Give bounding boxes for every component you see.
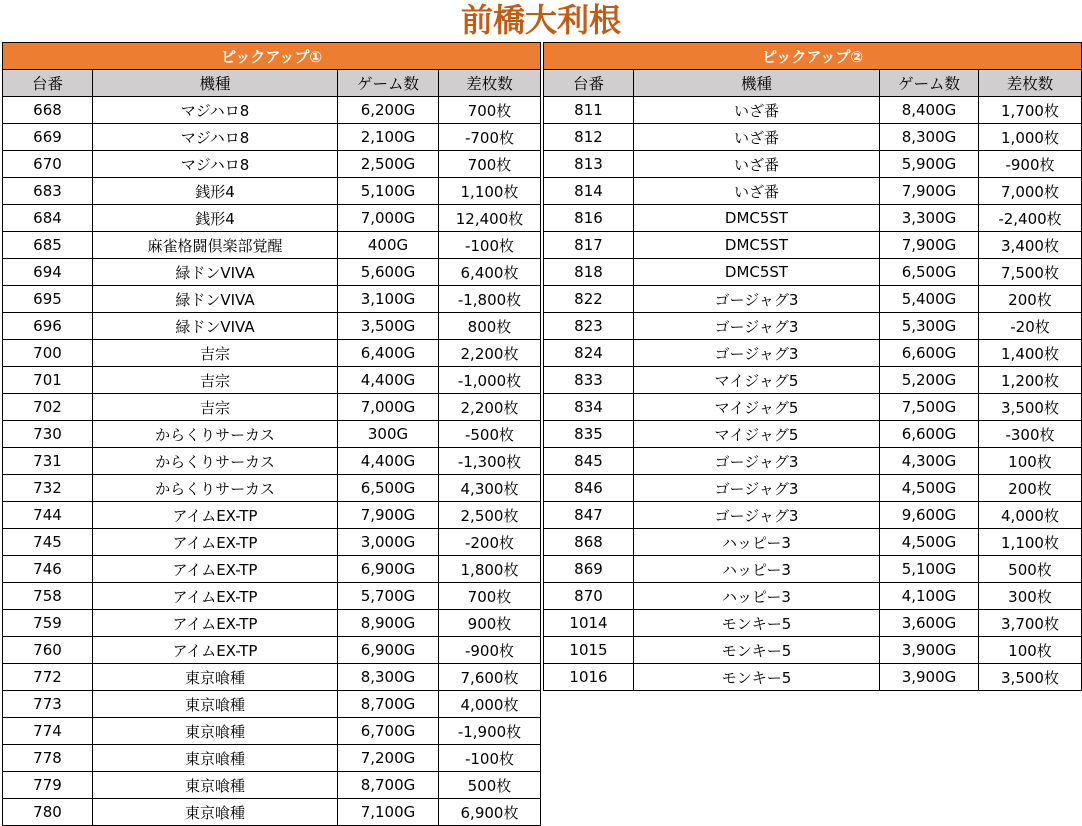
cell-machine-model: マジハロ8 bbox=[93, 151, 338, 178]
cell-machine-model: いざ番 bbox=[634, 151, 880, 178]
cell-machine-number: 670 bbox=[3, 151, 93, 178]
cell-game-count: 8,300G bbox=[338, 664, 439, 691]
cell-machine-model: アイムEX-TP bbox=[93, 556, 338, 583]
cell-machine-number: 779 bbox=[3, 772, 93, 799]
cell-game-count: 7,100G bbox=[338, 799, 439, 826]
cell-machine-model: ゴージャグ3 bbox=[634, 475, 880, 502]
cell-game-count: 6,200G bbox=[338, 97, 439, 124]
table-row bbox=[544, 421, 1082, 448]
cell-machine-number: 835 bbox=[544, 421, 634, 448]
cell-machine-number: 684 bbox=[3, 205, 93, 232]
cell-coin-difference: 100枚 bbox=[979, 637, 1082, 664]
table-row bbox=[544, 232, 1082, 259]
cell-machine-number: 1014 bbox=[544, 610, 634, 637]
cell-machine-model: いざ番 bbox=[634, 124, 880, 151]
cell-machine-number: 758 bbox=[3, 583, 93, 610]
cell-coin-difference: 1,400枚 bbox=[979, 340, 1082, 367]
cell-machine-number: 746 bbox=[3, 556, 93, 583]
cell-machine-model: 吉宗 bbox=[93, 367, 338, 394]
cell-machine-model: ハッピー3 bbox=[634, 529, 880, 556]
cell-machine-number: 869 bbox=[544, 556, 634, 583]
cell-coin-difference: 1,800枚 bbox=[439, 556, 541, 583]
pickup-table-1 bbox=[2, 42, 541, 826]
cell-machine-number: 731 bbox=[3, 448, 93, 475]
cell-game-count: 7,500G bbox=[880, 394, 979, 421]
cell-coin-difference: -20枚 bbox=[979, 313, 1082, 340]
cell-machine-model: ハッピー3 bbox=[634, 556, 880, 583]
table-row bbox=[3, 610, 541, 637]
cell-machine-model: ハッピー3 bbox=[634, 583, 880, 610]
cell-coin-difference: 1,100枚 bbox=[979, 529, 1082, 556]
cell-machine-model: 東京喰種 bbox=[93, 718, 338, 745]
cell-machine-number: 730 bbox=[3, 421, 93, 448]
cell-machine-number: 780 bbox=[3, 799, 93, 826]
cell-coin-difference: 500枚 bbox=[439, 772, 541, 799]
cell-machine-model: マジハロ8 bbox=[93, 124, 338, 151]
cell-game-count: 3,300G bbox=[880, 205, 979, 232]
cell-game-count: 2,500G bbox=[338, 151, 439, 178]
table-row bbox=[544, 313, 1082, 340]
cell-game-count: 5,100G bbox=[880, 556, 979, 583]
cell-coin-difference: -100枚 bbox=[439, 232, 541, 259]
cell-machine-number: 813 bbox=[544, 151, 634, 178]
cell-game-count: 4,500G bbox=[880, 475, 979, 502]
table-row bbox=[544, 448, 1082, 475]
cell-machine-number: 822 bbox=[544, 286, 634, 313]
cell-coin-difference: 700枚 bbox=[439, 583, 541, 610]
column-header-machine-model: 機種 bbox=[93, 70, 338, 97]
cell-coin-difference: 7,000枚 bbox=[979, 178, 1082, 205]
cell-machine-number: 696 bbox=[3, 313, 93, 340]
column-header-coin-difference: 差枚数 bbox=[979, 70, 1082, 97]
cell-machine-model: モンキー5 bbox=[634, 637, 880, 664]
cell-machine-number: 834 bbox=[544, 394, 634, 421]
column-header-game-count: ゲーム数 bbox=[338, 70, 439, 97]
cell-game-count: 4,400G bbox=[338, 367, 439, 394]
cell-game-count: 8,700G bbox=[338, 772, 439, 799]
cell-game-count: 4,100G bbox=[880, 583, 979, 610]
table-row bbox=[544, 286, 1082, 313]
table-row bbox=[3, 394, 541, 421]
table-row bbox=[3, 448, 541, 475]
column-header-coin-difference: 差枚数 bbox=[439, 70, 541, 97]
table-row bbox=[544, 367, 1082, 394]
cell-machine-model: ゴージャグ3 bbox=[634, 286, 880, 313]
cell-game-count: 7,900G bbox=[338, 502, 439, 529]
cell-machine-number: 1015 bbox=[544, 637, 634, 664]
cell-machine-model: モンキー5 bbox=[634, 610, 880, 637]
cell-game-count: 9,600G bbox=[880, 502, 979, 529]
cell-coin-difference: 1,100枚 bbox=[439, 178, 541, 205]
cell-machine-model: 銭形4 bbox=[93, 178, 338, 205]
cell-game-count: 4,500G bbox=[880, 529, 979, 556]
cell-machine-model: いざ番 bbox=[634, 97, 880, 124]
cell-machine-model: ゴージャグ3 bbox=[634, 502, 880, 529]
table-row bbox=[544, 664, 1082, 691]
cell-machine-number: 668 bbox=[3, 97, 93, 124]
cell-machine-number: 760 bbox=[3, 637, 93, 664]
cell-machine-number: 823 bbox=[544, 313, 634, 340]
cell-machine-model: 吉宗 bbox=[93, 340, 338, 367]
cell-machine-model: DMC5ST bbox=[634, 259, 880, 286]
cell-game-count: 6,500G bbox=[880, 259, 979, 286]
table-row bbox=[544, 475, 1082, 502]
cell-machine-number: 812 bbox=[544, 124, 634, 151]
cell-coin-difference: -100枚 bbox=[439, 745, 541, 772]
table-row bbox=[544, 178, 1082, 205]
table-row bbox=[3, 772, 541, 799]
cell-machine-number: 685 bbox=[3, 232, 93, 259]
table-row bbox=[3, 664, 541, 691]
cell-coin-difference: 900枚 bbox=[439, 610, 541, 637]
cell-coin-difference: 3,500枚 bbox=[979, 664, 1082, 691]
cell-coin-difference: -2,400枚 bbox=[979, 205, 1082, 232]
cell-machine-model: 緑ドンVIVA bbox=[93, 313, 338, 340]
cell-game-count: 7,000G bbox=[338, 394, 439, 421]
cell-coin-difference: 3,500枚 bbox=[979, 394, 1082, 421]
cell-game-count: 5,700G bbox=[338, 583, 439, 610]
cell-machine-number: 1016 bbox=[544, 664, 634, 691]
cell-machine-model: ゴージャグ3 bbox=[634, 313, 880, 340]
table-row bbox=[544, 97, 1082, 124]
column-header-machine-number: 台番 bbox=[3, 70, 93, 97]
cell-coin-difference: 800枚 bbox=[439, 313, 541, 340]
cell-machine-number: 774 bbox=[3, 718, 93, 745]
cell-game-count: 400G bbox=[338, 232, 439, 259]
cell-machine-model: 緑ドンVIVA bbox=[93, 259, 338, 286]
cell-coin-difference: -1,300枚 bbox=[439, 448, 541, 475]
cell-game-count: 5,300G bbox=[880, 313, 979, 340]
cell-machine-model: DMC5ST bbox=[634, 205, 880, 232]
cell-coin-difference: 6,400枚 bbox=[439, 259, 541, 286]
table-row bbox=[3, 745, 541, 772]
cell-game-count: 5,100G bbox=[338, 178, 439, 205]
cell-coin-difference: 1,200枚 bbox=[979, 367, 1082, 394]
cell-game-count: 8,400G bbox=[880, 97, 979, 124]
cell-machine-model: マイジャグ5 bbox=[634, 394, 880, 421]
table-row bbox=[544, 205, 1082, 232]
cell-machine-model: DMC5ST bbox=[634, 232, 880, 259]
cell-coin-difference: 2,200枚 bbox=[439, 340, 541, 367]
cell-game-count: 7,900G bbox=[880, 178, 979, 205]
cell-game-count: 4,300G bbox=[880, 448, 979, 475]
cell-coin-difference: 300枚 bbox=[979, 583, 1082, 610]
table-row bbox=[3, 799, 541, 826]
cell-coin-difference: -500枚 bbox=[439, 421, 541, 448]
cell-game-count: 8,700G bbox=[338, 691, 439, 718]
cell-coin-difference: 1,000枚 bbox=[979, 124, 1082, 151]
table-row bbox=[3, 637, 541, 664]
cell-machine-number: 694 bbox=[3, 259, 93, 286]
table-row bbox=[544, 124, 1082, 151]
cell-coin-difference: -300枚 bbox=[979, 421, 1082, 448]
cell-coin-difference: 4,300枚 bbox=[439, 475, 541, 502]
cell-coin-difference: 700枚 bbox=[439, 97, 541, 124]
cell-coin-difference: 4,000枚 bbox=[439, 691, 541, 718]
cell-machine-number: 870 bbox=[544, 583, 634, 610]
cell-game-count: 7,000G bbox=[338, 205, 439, 232]
table-row bbox=[3, 421, 541, 448]
cell-game-count: 3,100G bbox=[338, 286, 439, 313]
cell-game-count: 6,500G bbox=[338, 475, 439, 502]
cell-coin-difference: 4,000枚 bbox=[979, 502, 1082, 529]
cell-machine-model: 東京喰種 bbox=[93, 664, 338, 691]
cell-coin-difference: 1,700枚 bbox=[979, 97, 1082, 124]
cell-game-count: 6,700G bbox=[338, 718, 439, 745]
table-row bbox=[544, 502, 1082, 529]
cell-machine-model: 麻雀格闘倶楽部覚醒 bbox=[93, 232, 338, 259]
table-row bbox=[3, 502, 541, 529]
cell-game-count: 3,900G bbox=[880, 664, 979, 691]
cell-coin-difference: 3,700枚 bbox=[979, 610, 1082, 637]
cell-coin-difference: 2,200枚 bbox=[439, 394, 541, 421]
table-row bbox=[3, 151, 541, 178]
cell-game-count: 3,900G bbox=[880, 637, 979, 664]
cell-machine-model: モンキー5 bbox=[634, 664, 880, 691]
cell-machine-model: マイジャグ5 bbox=[634, 421, 880, 448]
cell-game-count: 3,000G bbox=[338, 529, 439, 556]
cell-game-count: 2,100G bbox=[338, 124, 439, 151]
cell-machine-model: 吉宗 bbox=[93, 394, 338, 421]
cell-machine-model: 東京喰種 bbox=[93, 799, 338, 826]
table-row bbox=[544, 610, 1082, 637]
column-header-game-count: ゲーム数 bbox=[880, 70, 979, 97]
cell-machine-number: 745 bbox=[3, 529, 93, 556]
cell-coin-difference: -1,800枚 bbox=[439, 286, 541, 313]
cell-machine-number: 700 bbox=[3, 340, 93, 367]
cell-machine-number: 702 bbox=[3, 394, 93, 421]
table-row bbox=[3, 556, 541, 583]
cell-game-count: 5,400G bbox=[880, 286, 979, 313]
table-row bbox=[3, 124, 541, 151]
cell-game-count: 3,500G bbox=[338, 313, 439, 340]
cell-game-count: 6,600G bbox=[880, 421, 979, 448]
cell-machine-model: アイムEX-TP bbox=[93, 610, 338, 637]
page-title: 前橋大利根 bbox=[460, 1, 621, 39]
cell-coin-difference: -1,900枚 bbox=[439, 718, 541, 745]
table-row bbox=[544, 394, 1082, 421]
cell-game-count: 5,900G bbox=[880, 151, 979, 178]
cell-coin-difference: -700枚 bbox=[439, 124, 541, 151]
cell-coin-difference: 6,900枚 bbox=[439, 799, 541, 826]
table-row bbox=[544, 529, 1082, 556]
cell-machine-number: 833 bbox=[544, 367, 634, 394]
cell-coin-difference: -900枚 bbox=[439, 637, 541, 664]
cell-coin-difference: 12,400枚 bbox=[439, 205, 541, 232]
cell-machine-model: ゴージャグ3 bbox=[634, 340, 880, 367]
cell-game-count: 5,600G bbox=[338, 259, 439, 286]
table-row bbox=[3, 529, 541, 556]
cell-machine-model: アイムEX-TP bbox=[93, 502, 338, 529]
cell-machine-number: 695 bbox=[3, 286, 93, 313]
cell-coin-difference: 200枚 bbox=[979, 286, 1082, 313]
cell-machine-model: 東京喰種 bbox=[93, 691, 338, 718]
cell-coin-difference: -1,000枚 bbox=[439, 367, 541, 394]
cell-machine-model: からくりサーカス bbox=[93, 448, 338, 475]
cell-game-count: 7,200G bbox=[338, 745, 439, 772]
cell-game-count: 7,900G bbox=[880, 232, 979, 259]
cell-game-count: 8,900G bbox=[338, 610, 439, 637]
cell-machine-model: 東京喰種 bbox=[93, 745, 338, 772]
cell-machine-model: ゴージャグ3 bbox=[634, 448, 880, 475]
cell-machine-model: いざ番 bbox=[634, 178, 880, 205]
table-row bbox=[544, 637, 1082, 664]
cell-coin-difference: -200枚 bbox=[439, 529, 541, 556]
cell-machine-model: マイジャグ5 bbox=[634, 367, 880, 394]
cell-machine-model: アイムEX-TP bbox=[93, 637, 338, 664]
cell-coin-difference: -900枚 bbox=[979, 151, 1082, 178]
cell-coin-difference: 100枚 bbox=[979, 448, 1082, 475]
cell-game-count: 6,400G bbox=[338, 340, 439, 367]
cell-machine-number: 846 bbox=[544, 475, 634, 502]
cell-machine-number: 814 bbox=[544, 178, 634, 205]
cell-coin-difference: 500枚 bbox=[979, 556, 1082, 583]
table-row bbox=[544, 259, 1082, 286]
table-row bbox=[3, 367, 541, 394]
cell-machine-number: 847 bbox=[544, 502, 634, 529]
cell-machine-model: マジハロ8 bbox=[93, 97, 338, 124]
cell-machine-number: 868 bbox=[544, 529, 634, 556]
cell-machine-model: 銭形4 bbox=[93, 205, 338, 232]
cell-game-count: 8,300G bbox=[880, 124, 979, 151]
table-row bbox=[3, 313, 541, 340]
table-row bbox=[3, 691, 541, 718]
cell-machine-model: 東京喰種 bbox=[93, 772, 338, 799]
column-header-machine-number: 台番 bbox=[544, 70, 634, 97]
pickup-banner: ピックアップ① bbox=[3, 43, 541, 70]
table-row bbox=[544, 583, 1082, 610]
cell-game-count: 5,200G bbox=[880, 367, 979, 394]
cell-machine-number: 669 bbox=[3, 124, 93, 151]
cell-machine-number: 759 bbox=[3, 610, 93, 637]
table-row bbox=[3, 178, 541, 205]
cell-coin-difference: 700枚 bbox=[439, 151, 541, 178]
cell-machine-number: 772 bbox=[3, 664, 93, 691]
table-row bbox=[544, 556, 1082, 583]
table-row bbox=[3, 97, 541, 124]
cell-coin-difference: 200枚 bbox=[979, 475, 1082, 502]
cell-coin-difference: 3,400枚 bbox=[979, 232, 1082, 259]
cell-machine-number: 824 bbox=[544, 340, 634, 367]
pickup-banner: ピックアップ② bbox=[544, 43, 1082, 70]
cell-machine-number: 816 bbox=[544, 205, 634, 232]
cell-coin-difference: 7,500枚 bbox=[979, 259, 1082, 286]
cell-machine-number: 773 bbox=[3, 691, 93, 718]
cell-machine-number: 811 bbox=[544, 97, 634, 124]
table-row bbox=[3, 718, 541, 745]
table-row bbox=[544, 340, 1082, 367]
cell-machine-model: アイムEX-TP bbox=[93, 583, 338, 610]
cell-machine-number: 845 bbox=[544, 448, 634, 475]
cell-machine-model: 緑ドンVIVA bbox=[93, 286, 338, 313]
pickup-table-2 bbox=[543, 42, 1082, 691]
cell-machine-number: 817 bbox=[544, 232, 634, 259]
table-row bbox=[3, 286, 541, 313]
table-row bbox=[3, 232, 541, 259]
cell-game-count: 6,900G bbox=[338, 637, 439, 664]
cell-game-count: 4,400G bbox=[338, 448, 439, 475]
cell-machine-number: 818 bbox=[544, 259, 634, 286]
cell-game-count: 300G bbox=[338, 421, 439, 448]
cell-machine-model: アイムEX-TP bbox=[93, 529, 338, 556]
table-row bbox=[3, 259, 541, 286]
cell-machine-number: 778 bbox=[3, 745, 93, 772]
cell-game-count: 3,600G bbox=[880, 610, 979, 637]
cell-machine-model: からくりサーカス bbox=[93, 421, 338, 448]
cell-game-count: 6,600G bbox=[880, 340, 979, 367]
cell-machine-model: からくりサーカス bbox=[93, 475, 338, 502]
table-row bbox=[544, 151, 1082, 178]
cell-machine-number: 701 bbox=[3, 367, 93, 394]
table-row bbox=[3, 205, 541, 232]
cell-coin-difference: 7,600枚 bbox=[439, 664, 541, 691]
cell-machine-number: 683 bbox=[3, 178, 93, 205]
cell-game-count: 6,900G bbox=[338, 556, 439, 583]
cell-machine-number: 744 bbox=[3, 502, 93, 529]
cell-machine-number: 732 bbox=[3, 475, 93, 502]
column-header-machine-model: 機種 bbox=[634, 70, 880, 97]
table-row bbox=[3, 475, 541, 502]
table-row bbox=[3, 340, 541, 367]
table-row bbox=[3, 583, 541, 610]
cell-coin-difference: 2,500枚 bbox=[439, 502, 541, 529]
